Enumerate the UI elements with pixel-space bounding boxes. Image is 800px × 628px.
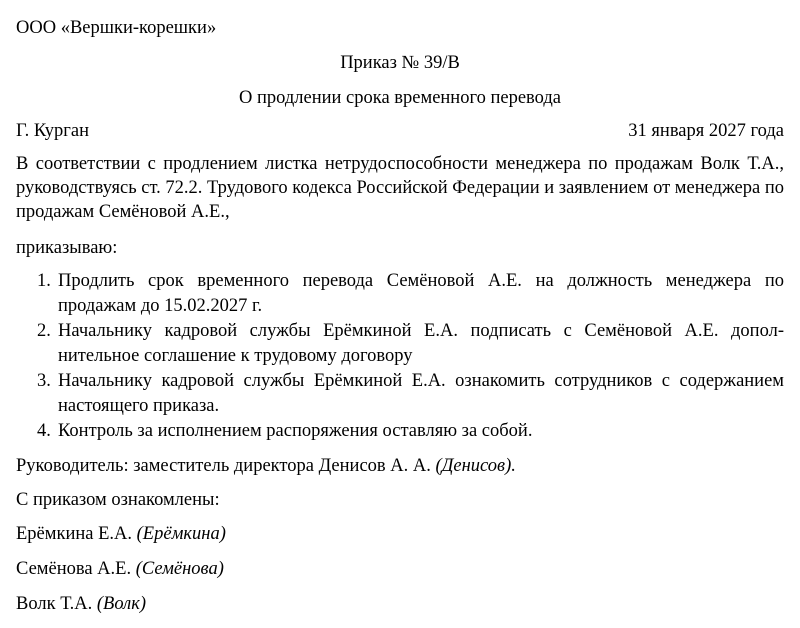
head-signature-line <box>16 455 516 478</box>
intro-paragraph: В соответствии с продлением листка нетрудоспособности менеджера по продажам Волк Т.А., руководствуясь ст. 72.2. Трудового кодекса Российской Федерации и заявлением от менеджера по продажам Семёновой А.Е., <box>16 154 784 222</box>
acknowledged-label: С приказом ознакомлены: <box>16 490 220 510</box>
order-word: приказываю: <box>16 238 118 258</box>
document-date: 31 января 2027 года <box>628 121 784 141</box>
head-signature: (Денисов). <box>435 456 516 476</box>
place-date-row <box>16 120 784 143</box>
signer-name: Семёнова А.Е. <box>16 559 132 579</box>
document-subtitle: О продлении срока временного перевода <box>239 88 561 108</box>
item-text: Продлить срок временного перевода Семёновой А.Е. на должность менеджера по продажам до 15.02.2027 г. <box>58 271 784 316</box>
signer-signature: (Волк) <box>96 594 147 614</box>
signature-line <box>16 523 226 546</box>
item-text: Начальнику кадровой службы Ерёмкиной Е.А. ознакомить сотрудников с содержанием настоящего приказа. <box>58 371 784 416</box>
document-title: Приказ № 39/В <box>340 53 460 73</box>
signature-line <box>16 593 146 616</box>
item-number: 1. <box>37 271 51 291</box>
signer-name: Волк Т.А. <box>16 594 93 614</box>
item-text: Начальнику кадровой службы Ерёмкиной Е.А. подписать с Семёновой А.Е. дополнительное соглашение к трудовому договору <box>58 321 784 366</box>
signature-line <box>16 558 224 581</box>
item-text: Контроль за исполнением распоряжения оставляю за собой. <box>58 421 533 441</box>
signer-signature: (Ерёмкина) <box>136 524 226 544</box>
signer-name: Ерёмкина Е.А. <box>16 524 133 544</box>
item-number: 3. <box>37 371 51 391</box>
item-number: 2. <box>37 321 51 341</box>
list-item <box>37 319 784 369</box>
order-items-list <box>37 269 784 444</box>
organization-name: ООО «Вершки-корешки» <box>16 18 217 38</box>
head-text: Руководитель: заместитель директора Денисов А. А. <box>16 456 431 476</box>
item-number: 4. <box>37 421 51 441</box>
list-item <box>37 369 784 419</box>
city: Г. Курган <box>16 121 90 141</box>
signer-signature: (Семёнова) <box>135 559 224 579</box>
list-item <box>37 269 784 319</box>
list-item <box>37 419 784 444</box>
